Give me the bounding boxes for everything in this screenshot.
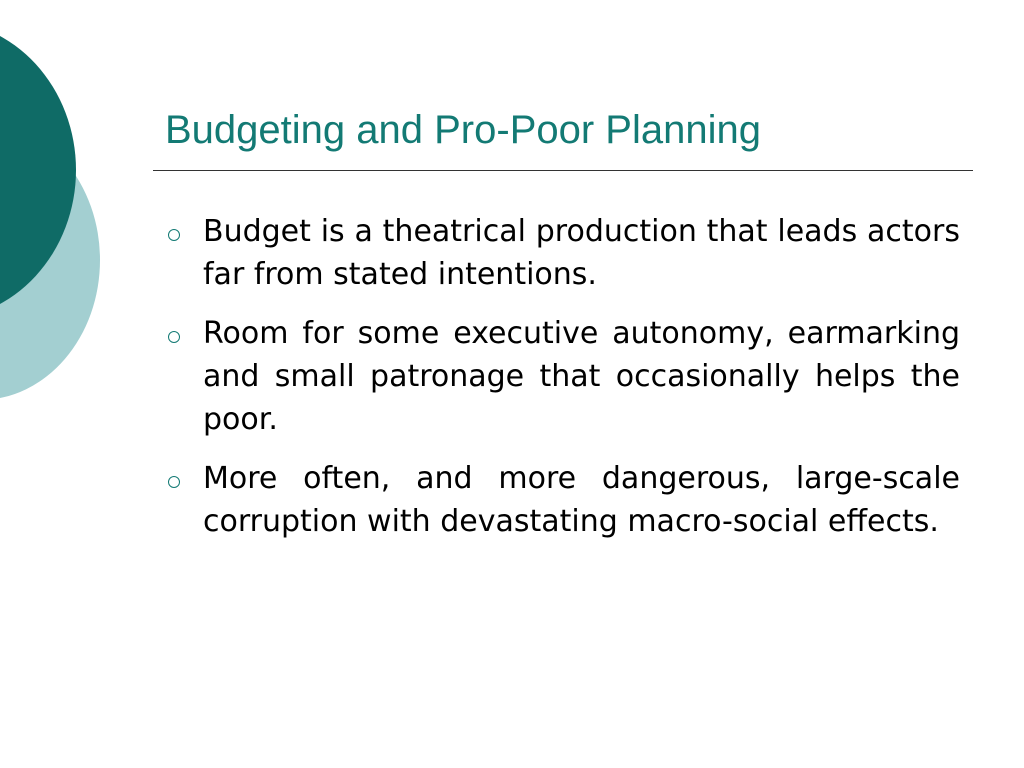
- list-item: [160, 457, 960, 543]
- bullet-list: [160, 210, 960, 559]
- title-divider: [153, 170, 973, 171]
- bullet-text: Budget is a theatrical production that leads actors far from stated intentions.: [203, 214, 960, 292]
- hollow-circle-bullet-icon: [168, 476, 180, 488]
- bullet-text: Room for some executive autonomy, earmarking and small patronage that occasionally helps the poor.: [203, 316, 960, 437]
- list-item: [160, 312, 960, 441]
- slide-title: Budgeting and Pro-Poor Planning: [165, 108, 761, 152]
- hollow-circle-bullet-icon: [168, 229, 180, 241]
- list-item: [160, 210, 960, 296]
- hollow-circle-bullet-icon: [168, 331, 180, 343]
- bullet-text: More often, and more dangerous, large-scale corruption with devastating macro-social effects.: [203, 461, 960, 539]
